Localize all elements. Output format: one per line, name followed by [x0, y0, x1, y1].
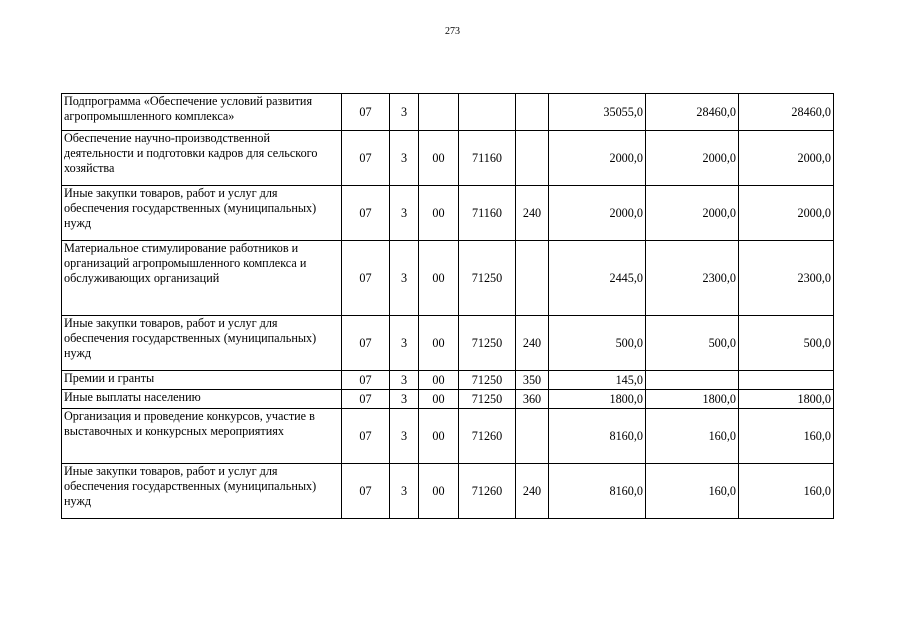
sum-year-3: 160,0 [739, 464, 834, 519]
table-row [62, 371, 834, 390]
subprogram-code: 00 [419, 409, 459, 464]
row-name: Подпрограмма «Обеспечение условий развития агропромышленного комплекса» [62, 94, 342, 131]
sum-year-2 [646, 371, 739, 390]
row-name: Материальное стимулирование работников и организаций агропромышленного комплекса и обслуживающих организаций [62, 241, 342, 316]
row-name: Иные закупки товаров, работ и услуг для обеспечения государственных (муниципальных) нужд [62, 316, 342, 371]
program-code: 3 [390, 186, 419, 241]
program-code: 3 [390, 131, 419, 186]
table-row [62, 94, 834, 131]
target-code: 71160 [459, 131, 516, 186]
section-code: 07 [342, 94, 390, 131]
program-code: 3 [390, 241, 419, 316]
expense-type-code: 360 [516, 390, 549, 409]
sum-year-3: 1800,0 [739, 390, 834, 409]
sum-year-3: 160,0 [739, 409, 834, 464]
program-code: 3 [390, 316, 419, 371]
sum-year-3: 28460,0 [739, 94, 834, 131]
row-name: Обеспечение научно-производственной деятельности и подготовки кадров для сельского хозяйства [62, 131, 342, 186]
program-code: 3 [390, 409, 419, 464]
sum-year-2: 28460,0 [646, 94, 739, 131]
program-code: 3 [390, 94, 419, 131]
sum-year-1: 1800,0 [549, 390, 646, 409]
sum-year-2: 2300,0 [646, 241, 739, 316]
program-code: 3 [390, 371, 419, 390]
table-row [62, 131, 834, 186]
section-code: 07 [342, 241, 390, 316]
target-code: 71250 [459, 241, 516, 316]
subprogram-code: 00 [419, 131, 459, 186]
row-name: Премии и гранты [62, 371, 342, 390]
sum-year-1: 8160,0 [549, 409, 646, 464]
sum-year-1: 2000,0 [549, 186, 646, 241]
sum-year-2: 2000,0 [646, 131, 739, 186]
sum-year-1: 8160,0 [549, 464, 646, 519]
sum-year-1: 500,0 [549, 316, 646, 371]
target-code: 71260 [459, 409, 516, 464]
expense-type-code [516, 94, 549, 131]
subprogram-code: 00 [419, 464, 459, 519]
sum-year-1: 2445,0 [549, 241, 646, 316]
sum-year-3: 2000,0 [739, 131, 834, 186]
table-row [62, 409, 834, 464]
sum-year-1: 145,0 [549, 371, 646, 390]
subprogram-code: 00 [419, 241, 459, 316]
sum-year-2: 500,0 [646, 316, 739, 371]
expense-type-code: 350 [516, 371, 549, 390]
section-code: 07 [342, 390, 390, 409]
target-code: 71260 [459, 464, 516, 519]
sum-year-3 [739, 371, 834, 390]
subprogram-code: 00 [419, 186, 459, 241]
expense-type-code: 240 [516, 316, 549, 371]
expense-type-code [516, 241, 549, 316]
section-code: 07 [342, 409, 390, 464]
row-name: Иные закупки товаров, работ и услуг для обеспечения государственных (муниципальных) нужд [62, 464, 342, 519]
sum-year-2: 2000,0 [646, 186, 739, 241]
budget-table [61, 93, 834, 519]
table-row [62, 390, 834, 409]
section-code: 07 [342, 131, 390, 186]
target-code: 71160 [459, 186, 516, 241]
expense-type-code [516, 409, 549, 464]
target-code [459, 94, 516, 131]
table-row [62, 316, 834, 371]
subprogram-code [419, 94, 459, 131]
page-number: 273 [445, 26, 460, 37]
subprogram-code: 00 [419, 371, 459, 390]
program-code: 3 [390, 464, 419, 519]
subprogram-code: 00 [419, 316, 459, 371]
section-code: 07 [342, 316, 390, 371]
section-code: 07 [342, 371, 390, 390]
expense-type-code: 240 [516, 186, 549, 241]
program-code: 3 [390, 390, 419, 409]
sum-year-3: 2300,0 [739, 241, 834, 316]
row-name: Иные закупки товаров, работ и услуг для обеспечения государственных (муниципальных) нужд [62, 186, 342, 241]
table-row [62, 241, 834, 316]
sum-year-2: 160,0 [646, 409, 739, 464]
row-name: Иные выплаты населению [62, 390, 342, 409]
row-name: Организация и проведение конкурсов, участие в выставочных и конкурсных мероприятиях [62, 409, 342, 464]
sum-year-1: 35055,0 [549, 94, 646, 131]
table-row [62, 464, 834, 519]
section-code: 07 [342, 464, 390, 519]
table-row [62, 186, 834, 241]
sum-year-3: 500,0 [739, 316, 834, 371]
expense-type-code [516, 131, 549, 186]
target-code: 71250 [459, 390, 516, 409]
expense-type-code: 240 [516, 464, 549, 519]
sum-year-3: 2000,0 [739, 186, 834, 241]
sum-year-1: 2000,0 [549, 131, 646, 186]
subprogram-code: 00 [419, 390, 459, 409]
target-code: 71250 [459, 316, 516, 371]
sum-year-2: 160,0 [646, 464, 739, 519]
section-code: 07 [342, 186, 390, 241]
target-code: 71250 [459, 371, 516, 390]
sum-year-2: 1800,0 [646, 390, 739, 409]
